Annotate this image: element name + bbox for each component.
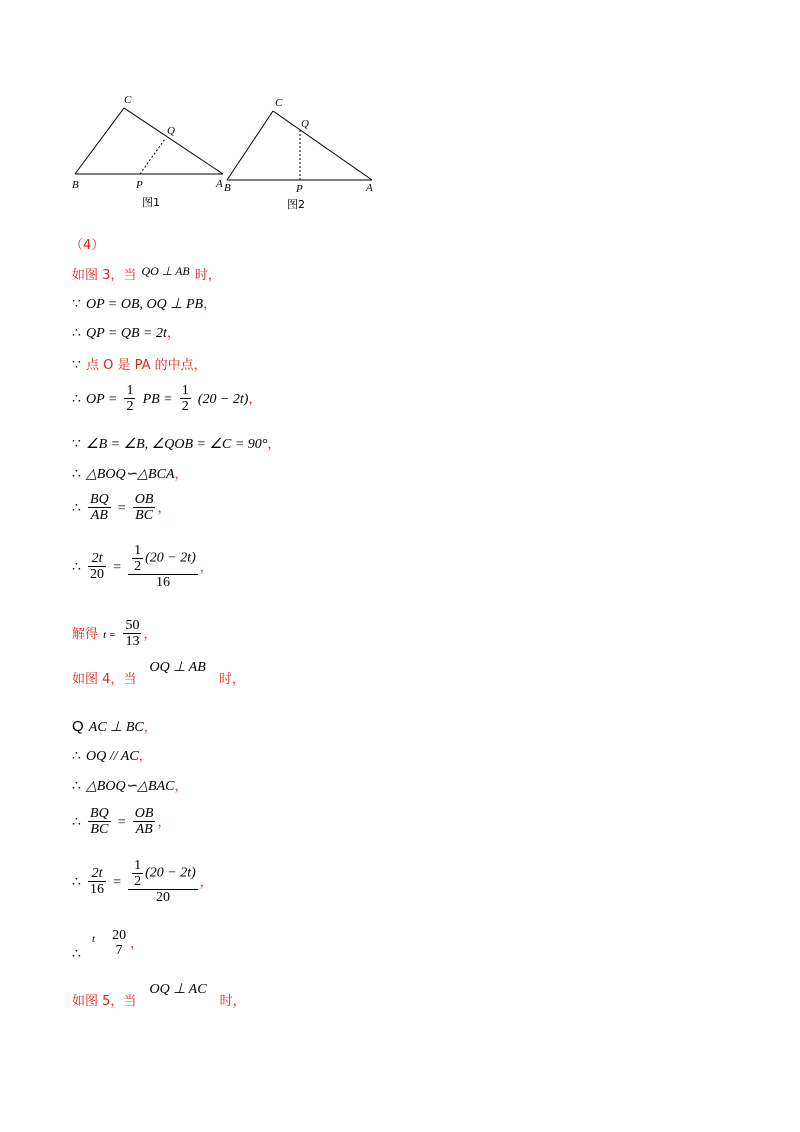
line-9-comma: ， <box>199 560 213 575</box>
fig2-label-q: Q <box>301 118 309 130</box>
line-5-comma: ， <box>248 392 262 407</box>
line-12-sym: Q <box>72 718 84 735</box>
line-8-frac-1: $\frac{BQ}{AB}$ <box>90 492 109 523</box>
line-8-comma: ， <box>157 501 171 516</box>
fig1-label-a: A <box>216 178 223 190</box>
line-16-frac-big: $\frac{1}{2}$ (20 − 2t) 20 <box>128 858 198 905</box>
fig2-label-p: P <box>296 183 303 195</box>
line-15-frac-2: $\frac{OB}{AB}$ <box>134 806 154 837</box>
line-1 <box>72 264 221 283</box>
line-5-b: PB = <box>142 392 173 407</box>
line-16-sym: ∴ <box>72 875 81 890</box>
line-6 <box>72 433 280 453</box>
line-7-math: △BOQ∽△BCA <box>86 467 175 482</box>
line-11-end: 时， <box>218 672 245 687</box>
line-7-comma: ， <box>174 467 188 482</box>
line-13-math: OQ // AC <box>86 749 139 764</box>
line-1-end: 时， <box>194 268 221 283</box>
fig1-caption: 图1 <box>142 196 160 209</box>
line-5 <box>72 383 262 414</box>
line-9: ∴ $\frac{2t}{20}$ = $\frac{1}{2}$ (20 − 2t) 16 ， <box>72 543 213 590</box>
line-4-sym: ∵ <box>72 358 81 373</box>
line-18-math: OQ ⊥ AC <box>149 982 207 997</box>
line-13 <box>72 745 152 765</box>
line-17-comma: ， <box>130 936 144 952</box>
line-4-text: 点 O 是 PA 的中点， <box>86 358 207 373</box>
line-11 <box>72 660 245 688</box>
line-17 <box>72 928 144 962</box>
line-13-sym: ∴ <box>72 749 81 764</box>
line-14 <box>72 775 188 795</box>
figure-1 <box>60 90 240 220</box>
line-16-frac-1: $\frac{2t}{16}$ <box>90 866 105 897</box>
line-18 <box>72 982 246 1010</box>
line-9-inner-frac: $\frac{1}{2}$ <box>134 543 142 574</box>
line-5-frac-2: $\frac{1}{2}$ <box>181 383 189 414</box>
line-16-inner-frac: $\frac{1}{2}$ <box>134 858 142 889</box>
line-8: ∴ $\frac{BQ}{AB}$ = $\frac{OB}{BC}$ ， <box>72 492 171 523</box>
line-8-frac-2: $\frac{OB}{BC}$ <box>134 492 154 523</box>
line-7-sym: ∴ <box>72 467 81 482</box>
line-15-comma: ， <box>157 815 171 830</box>
fig1-label-c: C <box>124 94 132 106</box>
fig2-label-c: C <box>275 97 283 109</box>
line-16: ∴ $\frac{2t}{16}$ = $\frac{1}{2}$ (20 − 2t) 20 ， <box>72 858 213 905</box>
line-2-comma: ， <box>203 297 217 312</box>
line-17-frac: 20 7 <box>112 928 127 958</box>
line-9-frac-big: $\frac{1}{2}$ (20 − 2t) 16 <box>128 543 198 590</box>
line-2 <box>72 293 216 313</box>
line-3-sym: ∴ <box>72 326 81 341</box>
line-14-sym: ∴ <box>72 779 81 794</box>
line-1-math: QO ⊥ AB <box>141 264 190 278</box>
line-12 <box>72 716 157 736</box>
line-18-text: 如图 5，当 <box>72 994 137 1009</box>
line-15-sym: ∴ <box>72 815 81 830</box>
line-3-math: QP = QB = 2t <box>86 326 167 341</box>
line-17-var: t <box>92 932 96 945</box>
line-10 <box>72 618 156 649</box>
line-11-math: OQ ⊥ AB <box>149 660 206 675</box>
line-14-math: △BOQ∽△BAC <box>86 779 175 794</box>
line-5-c: (20 − 2t) <box>197 392 249 407</box>
line-5-frac-1: $\frac{1}{2}$ <box>126 383 134 414</box>
part-label: （4） <box>70 238 105 253</box>
fig1-label-q: Q <box>167 125 175 137</box>
line-10-var: t = <box>103 629 117 641</box>
line-13-comma: ， <box>138 749 152 764</box>
line-6-comma: ， <box>267 437 281 452</box>
line-3 <box>72 322 180 342</box>
line-8-sym: ∴ <box>72 501 81 516</box>
line-10-text: 解得 <box>72 627 99 642</box>
line-1-text: 如图 3，当 <box>72 268 137 283</box>
line-17-sym: ∴ <box>72 946 81 962</box>
fig2-caption: 图2 <box>287 198 305 211</box>
line-3-comma: ， <box>166 326 180 341</box>
line-5-a: OP = <box>86 392 118 407</box>
line-4 <box>72 354 207 374</box>
fig1-label-p: P <box>136 179 143 191</box>
line-16-comma: ， <box>199 875 213 890</box>
fig2-label-a: A <box>366 182 373 194</box>
line-18-end: 时， <box>219 994 246 1009</box>
line-5-sym: ∴ <box>72 392 81 407</box>
line-15: ∴ $\frac{BQ}{BC}$ = $\frac{OB}{AB}$ ， <box>72 806 171 837</box>
line-9-frac-1: $\frac{2t}{20}$ <box>90 551 105 582</box>
line-6-sym: ∵ <box>72 437 81 452</box>
line-15-frac-1: $\frac{BQ}{BC}$ <box>90 806 109 837</box>
fig2-label-b: B <box>224 182 231 194</box>
line-12-math: AC ⊥ BC <box>88 720 144 735</box>
figure-2 <box>215 90 390 220</box>
line-10-comma: ， <box>143 627 157 642</box>
line-9-sym: ∴ <box>72 560 81 575</box>
line-7 <box>72 463 188 483</box>
fig1-label-b: B <box>72 179 79 191</box>
line-6-math: ∠B = ∠B, ∠QOB = ∠C = 90° <box>86 437 268 452</box>
line-14-comma: ， <box>174 779 188 794</box>
line-11-text: 如图 4，当 <box>72 672 137 687</box>
line-2-sym: ∵ <box>72 297 81 312</box>
line-2-math: OP = OB, OQ ⊥ PB <box>86 297 204 312</box>
line-12-comma: ， <box>143 720 157 735</box>
line-10-frac: $\frac{50}{13}$ <box>125 618 140 649</box>
